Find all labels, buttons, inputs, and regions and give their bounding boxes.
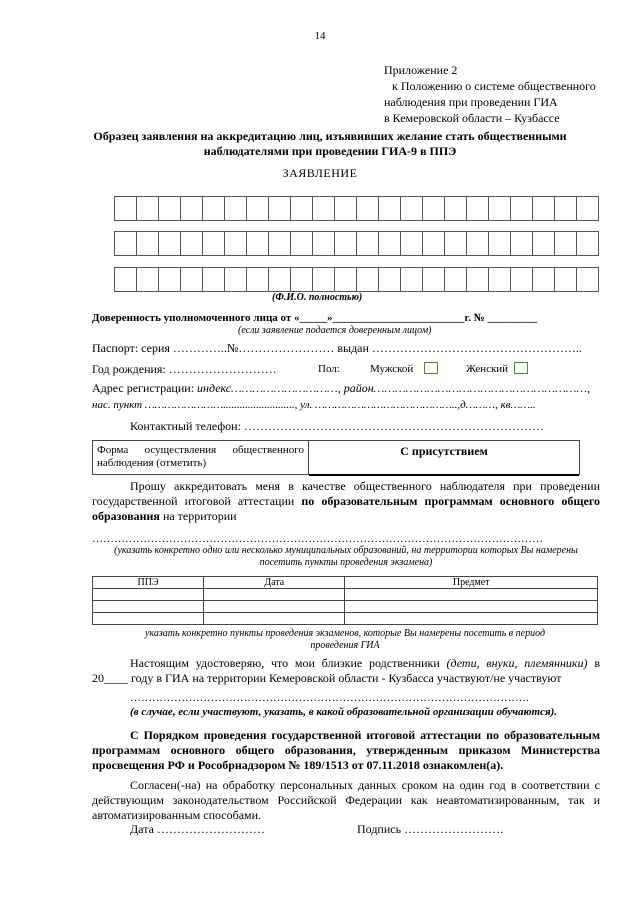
name-grid-cell[interactable]: [335, 232, 357, 256]
name-grid-cell[interactable]: [269, 197, 291, 221]
name-grid-cell[interactable]: [357, 268, 379, 292]
name-grid-cell[interactable]: [577, 232, 599, 256]
name-grid-cell[interactable]: [467, 197, 489, 221]
address-label: Адрес регистрации:: [92, 381, 198, 395]
table-row[interactable]: [93, 589, 598, 601]
name-grid-cell[interactable]: [533, 232, 555, 256]
name-grid-cell[interactable]: [313, 268, 335, 292]
name-grid-cell[interactable]: [225, 197, 247, 221]
name-grid-cell[interactable]: [357, 197, 379, 221]
request-text: Прошу аккредитовать меня в качестве общественного наблюдателя при проведении государственной итоговой аттестации: [92, 479, 600, 508]
name-grid-cell[interactable]: [181, 232, 203, 256]
name-grid-cell[interactable]: [115, 232, 137, 256]
name-grid-cell[interactable]: [445, 232, 467, 256]
proxy-line: Доверенность уполномоченного лица от «_____»________________________г. № _________: [92, 312, 538, 324]
territory-dots: ……………………………………………………………………………………………………………: [92, 533, 543, 545]
territory-note: (указать конкретно одно или несколько муниципальных образований, на территории которых Вы намерены посетить пункты проведения экзамена): [114, 545, 578, 568]
table-cell[interactable]: [345, 589, 598, 601]
proxy-note: (если заявление подается доверенным лицом): [238, 325, 432, 336]
name-grid-cell[interactable]: [225, 232, 247, 256]
name-grid-cell[interactable]: [291, 197, 313, 221]
sex-male-checkbox[interactable]: [424, 362, 438, 374]
relatives-text: Настоящим удостоверяю, что мои близкие родственники: [130, 656, 447, 670]
appendix-block: [384, 62, 596, 126]
fio-caption: (Ф.И.О. полностью): [272, 292, 363, 303]
sex-female-checkbox[interactable]: [514, 362, 528, 374]
relatives-dots: ……………………………………………………………………………………………….: [130, 692, 529, 704]
name-grid-cell[interactable]: [423, 197, 445, 221]
name-grid-cell[interactable]: [467, 232, 489, 256]
observation-form-label: Форма осуществления общественного наблюдения (отметить): [93, 441, 309, 474]
name-grid-row-1[interactable]: [114, 196, 599, 221]
name-grid-cell[interactable]: [159, 197, 181, 221]
table-header-row: [93, 577, 598, 589]
name-grid-cell[interactable]: [247, 197, 269, 221]
consent-paragraph: Согласен(-на) на обработку персональных данных сроком на один год в соответствии с действующим законодательством Российской Федерации как неавтоматизированным, так и автоматизированным способами.: [92, 778, 600, 822]
appendix-line-1: Приложение 2: [384, 63, 458, 77]
name-grid-cell[interactable]: [379, 197, 401, 221]
table-header-ppe: ППЭ: [93, 577, 204, 589]
observation-form-box: [92, 440, 580, 475]
observation-form-value[interactable]: С присутствием: [309, 441, 579, 476]
sex-label: Пол:: [318, 363, 340, 375]
name-grid-cell[interactable]: [555, 268, 577, 292]
name-grid-cell[interactable]: [159, 268, 181, 292]
name-grid-cell[interactable]: [269, 232, 291, 256]
name-grid-cell[interactable]: [247, 268, 269, 292]
name-grid-cell[interactable]: [137, 268, 159, 292]
name-grid-cell[interactable]: [203, 232, 225, 256]
name-grid-cell[interactable]: [533, 268, 555, 292]
address-line-2: нас. пункт …………………….........................., ул. ……………………………………..,д………, кв……..: [92, 399, 536, 411]
table-row[interactable]: [93, 601, 598, 613]
name-grid-cell[interactable]: [577, 268, 599, 292]
name-grid-cell[interactable]: [181, 268, 203, 292]
table-header-date: Дата: [204, 577, 345, 589]
request-programs: по образовательным программам основного общего образования: [92, 494, 600, 523]
name-grid-cell[interactable]: [225, 268, 247, 292]
name-grid-cell[interactable]: [313, 232, 335, 256]
table-cell[interactable]: [93, 601, 204, 613]
name-grid-cell[interactable]: [159, 232, 181, 256]
name-grid-cell[interactable]: [137, 197, 159, 221]
appendix-line-3: наблюдения при проведении ГИА: [384, 95, 558, 109]
name-grid-cell[interactable]: [401, 232, 423, 256]
table-cell[interactable]: [93, 589, 204, 601]
name-grid-cell[interactable]: [203, 197, 225, 221]
name-grid-cell[interactable]: [357, 232, 379, 256]
name-grid-row-2[interactable]: [114, 231, 599, 256]
passport-line: Паспорт: серия …………..№…………………… выдан ……………………………………………..: [92, 341, 582, 355]
name-grid-cell[interactable]: [511, 268, 533, 292]
name-grid-cell[interactable]: [423, 268, 445, 292]
name-grid-cell[interactable]: [533, 197, 555, 221]
address-index-district: индекс…………………………, район……………………………………………………,: [197, 381, 591, 395]
phone-line: Контактный телефон: …………………………………………………………………: [130, 419, 544, 433]
sex-female-label: Женский: [466, 363, 509, 375]
name-grid-cell[interactable]: [247, 232, 269, 256]
name-grid-cell[interactable]: [511, 197, 533, 221]
name-grid-cell[interactable]: [379, 232, 401, 256]
name-grid-cell[interactable]: [401, 268, 423, 292]
table-cell[interactable]: [204, 601, 345, 613]
address-line-1: [92, 381, 590, 396]
appendix-line-2: к Положению о системе общественного: [392, 79, 596, 93]
name-grid-cell[interactable]: [401, 197, 423, 221]
exam-points-table: [92, 576, 598, 625]
name-grid-cell[interactable]: [291, 232, 313, 256]
relatives-paragraph: [92, 656, 600, 686]
name-grid-cell[interactable]: [335, 268, 357, 292]
table-cell[interactable]: [345, 601, 598, 613]
name-grid-cell[interactable]: [335, 197, 357, 221]
table-note: указать конкретно пункты проведения экзаменов, которые Вы намерены посетить в период проведения ГИА: [144, 628, 546, 651]
name-grid-cell[interactable]: [489, 232, 511, 256]
table-cell[interactable]: [93, 613, 204, 625]
relatives-examples: (дети, внуки, племянники): [446, 656, 588, 670]
request-territory: на территории: [159, 509, 237, 523]
name-grid-cell[interactable]: [423, 232, 445, 256]
request-paragraph: [92, 479, 600, 524]
name-grid-cell[interactable]: [467, 268, 489, 292]
table-cell[interactable]: [204, 613, 345, 625]
name-grid-cell[interactable]: [445, 197, 467, 221]
name-grid-cell[interactable]: [291, 268, 313, 292]
name-grid-cell[interactable]: [577, 197, 599, 221]
table-cell[interactable]: [345, 613, 598, 625]
date-field[interactable]: Дата ………………………: [130, 822, 265, 836]
name-grid-cell[interactable]: [115, 268, 137, 292]
page-number: 14: [314, 30, 326, 42]
name-grid-cell[interactable]: [511, 232, 533, 256]
table-header-subject: Предмет: [345, 577, 598, 589]
name-grid-cell[interactable]: [445, 268, 467, 292]
name-grid-cell[interactable]: [489, 268, 511, 292]
birth-year-line: Год рождения: ………………………: [92, 362, 277, 376]
document-heading: ЗАЯВЛЕНИЕ: [282, 166, 358, 180]
name-grid-cell[interactable]: [555, 197, 577, 221]
name-grid-cell[interactable]: [555, 232, 577, 256]
name-grid-cell[interactable]: [203, 268, 225, 292]
name-grid-cell[interactable]: [181, 197, 203, 221]
signature-field[interactable]: Подпись …………………….: [357, 822, 504, 836]
name-grid-row-3[interactable]: [114, 267, 599, 292]
sex-male-label: Мужской: [370, 363, 414, 375]
table-row[interactable]: [93, 613, 598, 625]
relatives-year-text: в 20____ году в ГИА на территории Кемеровской области - Кузбасса участвуют/не участвуют: [92, 656, 600, 685]
name-grid-cell[interactable]: [313, 197, 335, 221]
name-grid-cell[interactable]: [137, 232, 159, 256]
name-grid-cell[interactable]: [379, 268, 401, 292]
name-grid-cell[interactable]: [269, 268, 291, 292]
relatives-note: (в случае, если участвуют, указать, в какой образовательной организации обучаются).: [130, 706, 558, 718]
appendix-line-4: в Кемеровской области – Кузбассе: [384, 111, 560, 125]
table-cell[interactable]: [204, 589, 345, 601]
procedure-paragraph: С Порядком проведения государственной итоговой аттестации по образовательным программам основного общего образования, утвержденным приказом Министерства просвещения РФ и Рособрнадзором № 189/1513 от 07.11.2018 ознакомлен(а).: [92, 728, 600, 772]
name-grid-cell[interactable]: [489, 197, 511, 221]
name-grid-cell[interactable]: [115, 197, 137, 221]
form-title: Образец заявления на аккредитацию лиц, изъявивших желание стать общественными наблюдателями при проведении ГИА-9 в ППЭ: [93, 129, 567, 158]
